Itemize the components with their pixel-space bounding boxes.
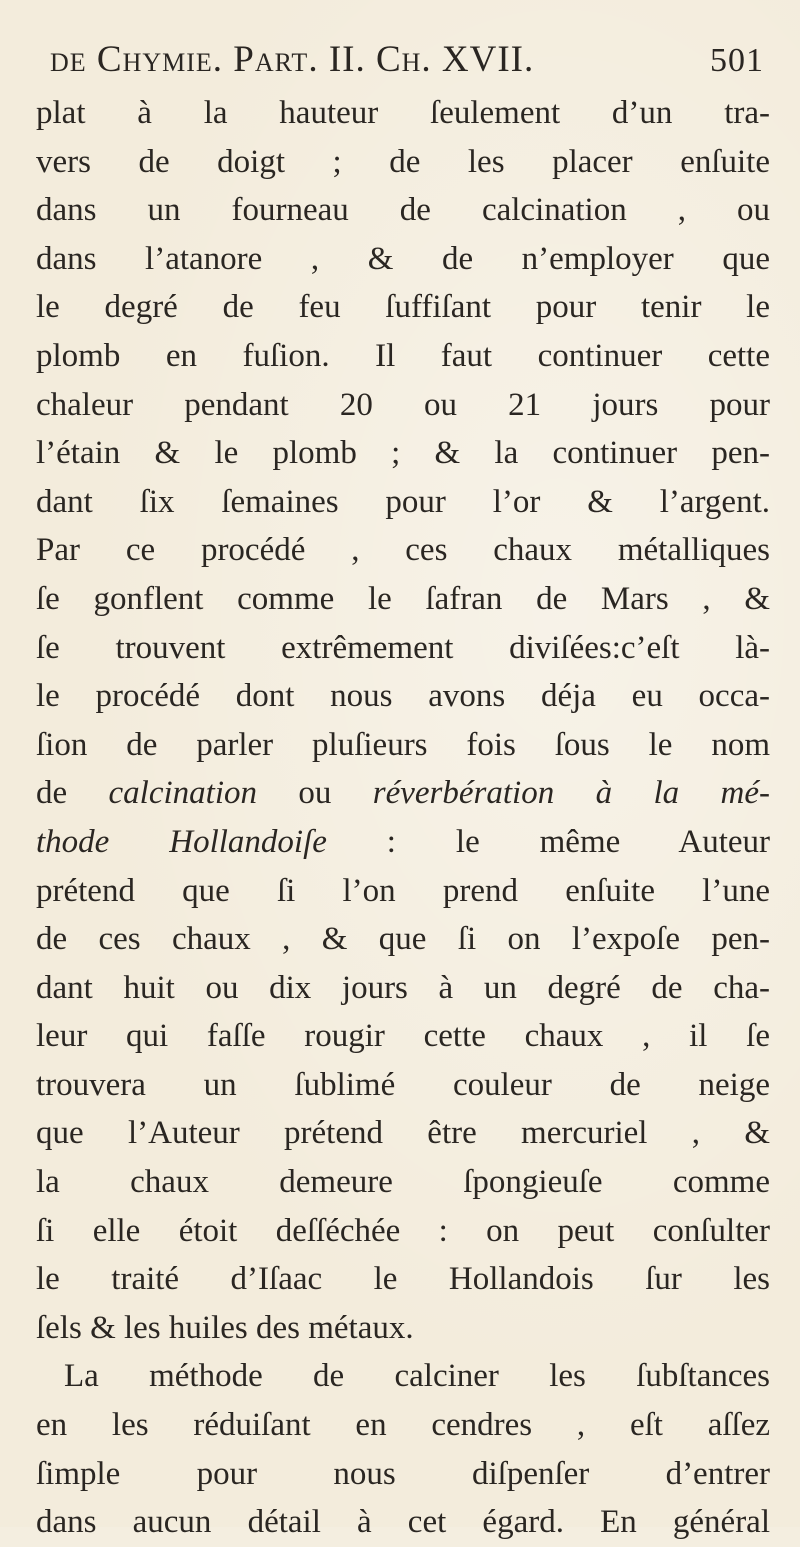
text-line: Par ce procédé , ces chaux métalliques — [36, 532, 770, 569]
text-line: l’étain & le plomb ; & la continuer pen- — [36, 435, 770, 472]
text-line: la chaux demeure ſpongieuſe comme — [36, 1164, 770, 1201]
text-line: La méthode de calciner les ſubſtances — [64, 1358, 770, 1395]
text-line: plat à la hauteur ſeulement d’un tra- — [36, 95, 770, 131]
italic-term: calcination — [108, 775, 257, 812]
text-line: ſi elle étoit deſſéchée : on peut conſulter — [36, 1212, 770, 1249]
italic-term: thode Hollandoiſe — [36, 823, 327, 860]
text-line: ſe gonflent comme le ſafran de Mars , & — [36, 580, 770, 617]
text-line-mixed — [36, 769, 770, 818]
text-line: chaleur pendant 20 ou 21 jours pour — [36, 386, 770, 423]
text-line: dans l’atanore , & de n’employer que — [36, 240, 770, 277]
page-header — [36, 38, 770, 83]
text-segment: ou — [257, 775, 373, 812]
text-line: le procédé dont nous avons déja eu occa- — [36, 678, 770, 715]
text-line: dant ſix ſemaines pour l’or & l’argent. — [36, 483, 770, 520]
text-line: dans un fourneau de calcination , ou — [36, 192, 770, 229]
body-text — [36, 89, 770, 1547]
text-line: ſion de parler pluſieurs fois ſous le nom — [36, 726, 770, 763]
text-line: le traité d’Iſaac le Hollandois ſur les — [36, 1261, 770, 1298]
text-line-mixed — [36, 818, 770, 867]
italic-term: réverbération à la mé- — [372, 775, 770, 812]
text-line: dant huit ou dix jours à un degré de cha- — [36, 969, 770, 1006]
text-line: ſels & les huiles des métaux. — [36, 1309, 414, 1346]
text-line: vers de doigt ; de les placer enſuite — [36, 143, 770, 180]
text-line: trouvera un ſublimé couleur de neige — [36, 1066, 770, 1103]
text-line: prétend que ſi l’on prend enſuite l’une — [36, 872, 770, 909]
running-title: de Chymie. Part. II. Ch. XVII. — [50, 39, 535, 80]
text-segment: : le même Auteur — [326, 823, 770, 860]
text-line: ſimple pour nous diſpenſer d’entrer — [36, 1455, 770, 1492]
text-line: dans aucun détail à cet égard. En général — [36, 1504, 770, 1541]
text-line: en les réduiſant en cendres , eſt aſſez — [36, 1407, 770, 1444]
text-line: de ces chaux , & que ſi on l’expoſe pen- — [36, 921, 770, 958]
text-segment: de — [36, 775, 109, 812]
text-line: le degré de feu ſuffiſant pour tenir le — [36, 289, 770, 326]
text-line: que l’Auteur prétend être mercuriel , & — [36, 1115, 770, 1152]
text-line: plomb en fuſion. Il faut continuer cette — [36, 337, 770, 374]
page-number: 501 — [710, 42, 764, 79]
text-line: ſe trouvent extrêmement diviſées:c’eſt là- — [36, 629, 770, 666]
text-line: leur qui faſſe rougir cette chaux , il ſe — [36, 1018, 770, 1055]
